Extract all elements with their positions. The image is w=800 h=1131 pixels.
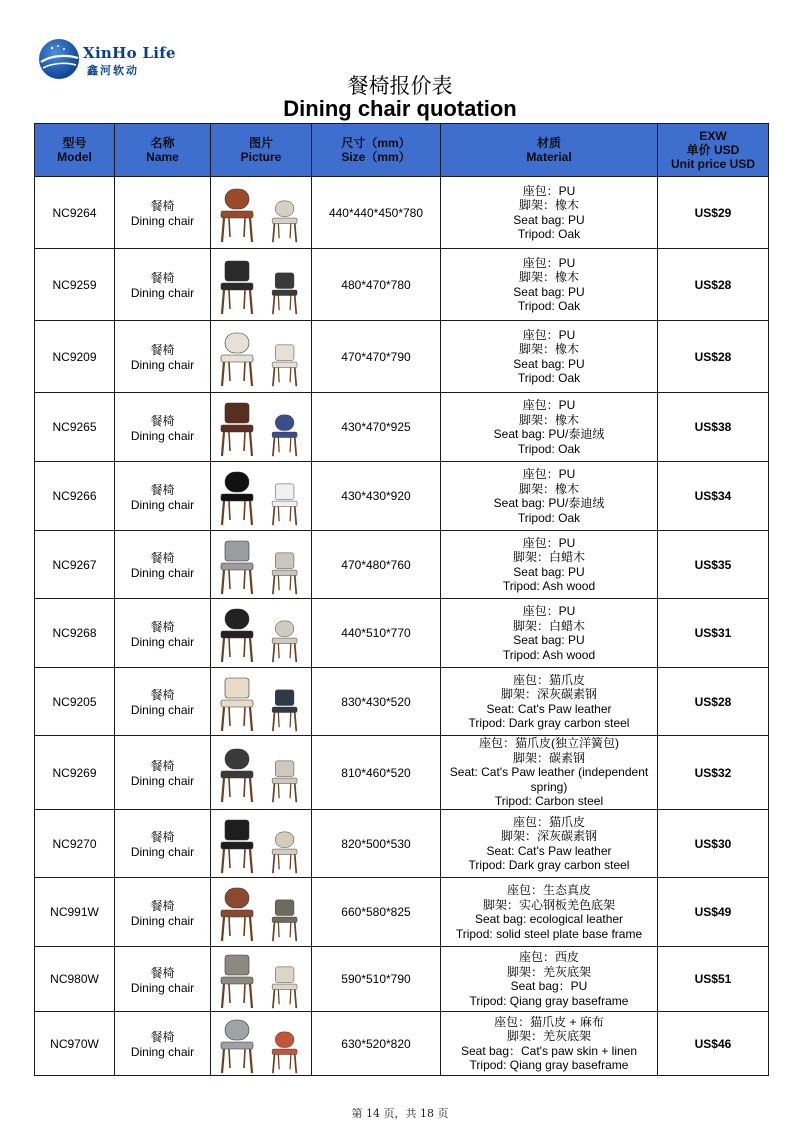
material-line: Seat bag: PU	[513, 212, 585, 227]
material-line: 脚架：橡木	[518, 270, 579, 284]
material-cell	[441, 393, 658, 462]
size-cell: 440*440*450*780	[312, 177, 441, 249]
material-line: Tripod: Oak	[517, 441, 581, 456]
chair-illustration	[221, 403, 253, 456]
name-en: Dining chair	[130, 286, 195, 300]
chair-illustration	[221, 678, 253, 731]
name-cell	[115, 947, 211, 1012]
brand-name-en: XinHo Life	[83, 44, 176, 62]
chair-photo	[213, 672, 309, 732]
chair-illustration	[221, 472, 253, 525]
name-en: Dining chair	[130, 566, 195, 580]
material-line: Seat bag：Cat's paw skin + linen	[460, 1043, 638, 1058]
material-line: Seat: Cat's Paw leather (independent	[449, 765, 649, 780]
chair-illustration	[272, 967, 297, 1008]
table-row	[35, 668, 769, 736]
material-line: 脚架：橡木	[518, 342, 579, 356]
price-cell: US$28	[658, 249, 769, 321]
material-line: 脚架：深灰碳素钢	[500, 829, 597, 843]
material-cell	[441, 249, 658, 321]
table-row	[35, 947, 769, 1012]
material-line: Tripod: Qiang gray baseframe	[469, 993, 629, 1008]
picture-cell	[211, 668, 312, 736]
name-cell	[115, 1012, 211, 1076]
material-line: 座包：PU	[522, 535, 576, 550]
material-line: 座包：PU	[522, 467, 576, 481]
chair-photo	[213, 814, 309, 874]
chair-illustration	[221, 609, 253, 662]
header-material: 材质 Material	[441, 124, 658, 177]
material-line: Seat bag: PU	[513, 564, 585, 579]
name-cn: 餐椅	[150, 759, 175, 773]
chair-illustration	[272, 484, 297, 525]
table-row	[35, 1012, 769, 1076]
material-cell	[441, 736, 658, 810]
material-line: Tripod: Oak	[517, 227, 581, 241]
material-line: 座包：猫爪皮	[512, 672, 585, 687]
material-cell	[441, 810, 658, 878]
material-line: Tripod: solid steel plate base frame	[455, 926, 643, 941]
model-cell: NC9209	[35, 321, 115, 393]
model-cell: NC9270	[35, 810, 115, 878]
name-cell	[115, 668, 211, 736]
size-cell: 810*460*520	[312, 736, 441, 810]
chair-photo	[213, 183, 309, 243]
material-line: Tripod: Oak	[517, 510, 581, 525]
model-cell: NC9264	[35, 177, 115, 249]
table-row	[35, 321, 769, 393]
table-row	[35, 736, 769, 810]
model-cell: NC991W	[35, 878, 115, 947]
page-title-cn: 餐椅报价表	[347, 74, 453, 98]
table-row	[35, 599, 769, 668]
chair-photo	[213, 882, 309, 942]
size-cell: 590*510*790	[312, 947, 441, 1012]
size-cell: 630*520*820	[312, 1012, 441, 1076]
material-line: Seat bag: PU/泰迪绒	[493, 427, 605, 441]
size-cell: 430*430*920	[312, 462, 441, 531]
name-cell	[115, 878, 211, 947]
name-cn: 餐椅	[150, 551, 175, 565]
chair-photo	[213, 603, 309, 663]
chair-photo	[213, 1014, 309, 1074]
name-cn: 餐椅	[150, 413, 175, 428]
chair-illustration	[221, 333, 253, 386]
size-cell: 470*470*790	[312, 321, 441, 393]
price-cell: US$35	[658, 531, 769, 599]
table-header-row	[35, 124, 769, 177]
header-name: 名称 Name	[115, 124, 211, 177]
name-cn: 餐椅	[150, 271, 175, 285]
material-cell	[441, 947, 658, 1012]
table-row	[35, 177, 769, 249]
model-cell: NC9265	[35, 393, 115, 462]
header-size: 尺寸（mm） Size（mm）	[312, 124, 441, 177]
chair-illustration	[221, 261, 253, 314]
chair-illustration	[272, 621, 297, 662]
chair-photo	[213, 397, 309, 457]
material-line: Seat bag: PU	[513, 356, 585, 371]
material-line: 座包：生态真皮	[506, 883, 591, 897]
name-cell	[115, 810, 211, 878]
chair-illustration	[272, 689, 297, 730]
material-line: Seat bag：PU	[510, 979, 588, 993]
chair-photo	[213, 743, 309, 803]
name-cn: 餐椅	[150, 199, 175, 213]
material-line: 座包：猫爪皮(独立洋簧包)	[479, 736, 619, 751]
picture-cell	[211, 462, 312, 531]
material-line: 脚架：羌灰底架	[506, 1029, 591, 1043]
chair-illustration	[221, 820, 253, 873]
name-en: Dining chair	[130, 845, 195, 859]
material-line: Tripod: Qiang gray baseframe	[469, 1058, 629, 1072]
chair-photo	[213, 535, 309, 595]
name-cn: 餐椅	[150, 619, 175, 634]
material-line: 座包：PU	[522, 183, 576, 198]
material-line: 座包：PU	[522, 327, 576, 342]
picture-cell	[211, 249, 312, 321]
material-cell	[441, 177, 658, 249]
chair-photo	[213, 466, 309, 526]
price-cell: US$28	[658, 668, 769, 736]
chair-illustration	[272, 1031, 297, 1072]
material-line: 脚架：橡木	[518, 198, 579, 212]
size-cell: 430*470*925	[312, 393, 441, 462]
price-cell: US$49	[658, 878, 769, 947]
name-cell	[115, 736, 211, 810]
material-line: Tripod: Oak	[517, 371, 581, 385]
page-footer: 第 14 页，共 18 页	[351, 1107, 449, 1120]
name-cell	[115, 321, 211, 393]
chair-illustration	[272, 344, 297, 385]
material-cell	[441, 321, 658, 393]
material-line: 脚架：羌灰底架	[506, 964, 591, 979]
size-cell: 830*430*520	[312, 668, 441, 736]
material-line: 脚架：碳素钢	[512, 750, 585, 765]
material-line: 座包：PU	[522, 398, 576, 412]
header-model: 型号 Model	[35, 124, 115, 177]
name-cell	[115, 393, 211, 462]
material-line: spring)	[530, 779, 568, 794]
material-cell	[441, 668, 658, 736]
table-body	[35, 177, 769, 1076]
material-line: 座包：西皮	[518, 950, 579, 964]
price-cell: US$51	[658, 947, 769, 1012]
chair-illustration	[221, 955, 253, 1008]
material-line: Seat: Cat's Paw leather	[486, 701, 612, 716]
picture-cell	[211, 177, 312, 249]
price-cell: US$29	[658, 177, 769, 249]
name-cell	[115, 249, 211, 321]
size-cell: 440*510*770	[312, 599, 441, 668]
material-line: 座包：PU	[522, 604, 576, 618]
size-cell: 660*580*825	[312, 878, 441, 947]
chair-illustration	[272, 552, 297, 593]
material-line: 脚架：深灰碳素钢	[500, 687, 597, 701]
name-en: Dining chair	[130, 1045, 195, 1059]
picture-cell	[211, 810, 312, 878]
material-line: Seat bag: PU	[513, 633, 585, 647]
material-line: Tripod: Ash wood	[502, 647, 596, 662]
material-line: Tripod: Dark gray carbon steel	[468, 716, 630, 730]
chair-photo	[213, 949, 309, 1009]
price-cell: US$32	[658, 736, 769, 810]
material-line: Tripod: Oak	[517, 299, 581, 313]
table-row	[35, 462, 769, 531]
name-cn: 餐椅	[150, 1030, 175, 1044]
chair-photo	[213, 327, 309, 387]
name-cn: 餐椅	[150, 688, 175, 702]
material-line: 脚架：橡木	[518, 481, 579, 496]
chair-photo	[213, 255, 309, 315]
table-row	[35, 393, 769, 462]
name-cell	[115, 531, 211, 599]
chair-illustration	[221, 189, 253, 242]
name-en: Dining chair	[130, 980, 195, 995]
picture-cell	[211, 531, 312, 599]
name-en: Dining chair	[130, 497, 195, 512]
model-cell: NC9259	[35, 249, 115, 321]
chair-illustration	[272, 415, 297, 456]
material-cell	[441, 1012, 658, 1076]
price-cell: US$38	[658, 393, 769, 462]
picture-cell	[211, 321, 312, 393]
material-cell	[441, 878, 658, 947]
picture-cell	[211, 878, 312, 947]
material-line: Tripod: Dark gray carbon steel	[468, 858, 630, 872]
material-line: 脚架：实心钢板羌色底架	[482, 897, 615, 912]
material-line: 座包：PU	[522, 255, 576, 270]
page-title-en: Dining chair quotation	[283, 96, 517, 121]
model-cell: NC9267	[35, 531, 115, 599]
price-cell: US$30	[658, 810, 769, 878]
picture-cell	[211, 736, 312, 810]
table-row	[35, 531, 769, 599]
model-cell: NC9268	[35, 599, 115, 668]
name-en: Dining chair	[130, 774, 195, 788]
header-price: EXW 单价 USD Unit price USD	[658, 124, 769, 177]
model-cell: NC980W	[35, 947, 115, 1012]
name-en: Dining chair	[130, 358, 195, 372]
name-en: Dining chair	[130, 428, 195, 443]
picture-cell	[211, 599, 312, 668]
chair-illustration	[272, 272, 297, 313]
name-cell	[115, 462, 211, 531]
chair-illustration	[272, 200, 297, 241]
model-cell: NC9205	[35, 668, 115, 736]
quotation-table	[34, 123, 769, 1076]
chair-illustration	[221, 888, 253, 941]
material-line: 座包：猫爪皮	[512, 814, 585, 829]
material-line: 脚架：白蜡木	[512, 550, 585, 564]
name-cell	[115, 177, 211, 249]
material-line: Tripod: Ash wood	[502, 579, 596, 593]
material-line: Seat bag: ecological leather	[474, 912, 624, 926]
header-picture: 图片 Picture	[211, 124, 312, 177]
size-cell: 820*500*530	[312, 810, 441, 878]
material-line: Seat bag: PU	[513, 284, 585, 299]
model-cell: NC970W	[35, 1012, 115, 1076]
chair-illustration	[221, 541, 253, 594]
material-line: Tripod: Carbon steel	[494, 794, 604, 809]
model-cell: NC9266	[35, 462, 115, 531]
chair-illustration	[272, 760, 297, 801]
table-row	[35, 878, 769, 947]
material-cell	[441, 462, 658, 531]
chair-illustration	[272, 831, 297, 872]
picture-cell	[211, 947, 312, 1012]
chair-illustration	[221, 1020, 253, 1073]
picture-cell	[211, 1012, 312, 1076]
picture-cell	[211, 393, 312, 462]
name-cn: 餐椅	[150, 898, 175, 913]
name-en: Dining chair	[130, 913, 195, 928]
material-line: Seat: Cat's Paw leather	[486, 843, 612, 858]
name-cn: 餐椅	[150, 482, 175, 497]
chair-illustration	[221, 749, 253, 802]
name-cn: 餐椅	[150, 965, 175, 980]
chair-illustration	[272, 900, 297, 941]
name-cell	[115, 599, 211, 668]
name-cn: 餐椅	[150, 830, 175, 844]
material-line: 脚架：白蜡木	[512, 618, 585, 633]
brand-name-cn: 鑫河软动	[87, 65, 139, 77]
size-cell: 470*480*760	[312, 531, 441, 599]
material-cell	[441, 599, 658, 668]
table-row	[35, 810, 769, 878]
price-cell: US$34	[658, 462, 769, 531]
material-line: 座包：猫爪皮 + 麻布	[494, 1014, 604, 1029]
material-line: Seat bag: PU/泰迪绒	[493, 496, 605, 510]
name-en: Dining chair	[130, 703, 195, 717]
material-cell	[441, 531, 658, 599]
name-cn: 餐椅	[150, 343, 175, 357]
material-line: 脚架：橡木	[518, 412, 579, 427]
model-cell: NC9269	[35, 736, 115, 810]
table-row	[35, 249, 769, 321]
name-en: Dining chair	[130, 214, 195, 228]
price-cell: US$31	[658, 599, 769, 668]
price-cell: US$28	[658, 321, 769, 393]
size-cell: 480*470*780	[312, 249, 441, 321]
name-en: Dining chair	[130, 634, 195, 649]
price-cell: US$46	[658, 1012, 769, 1076]
